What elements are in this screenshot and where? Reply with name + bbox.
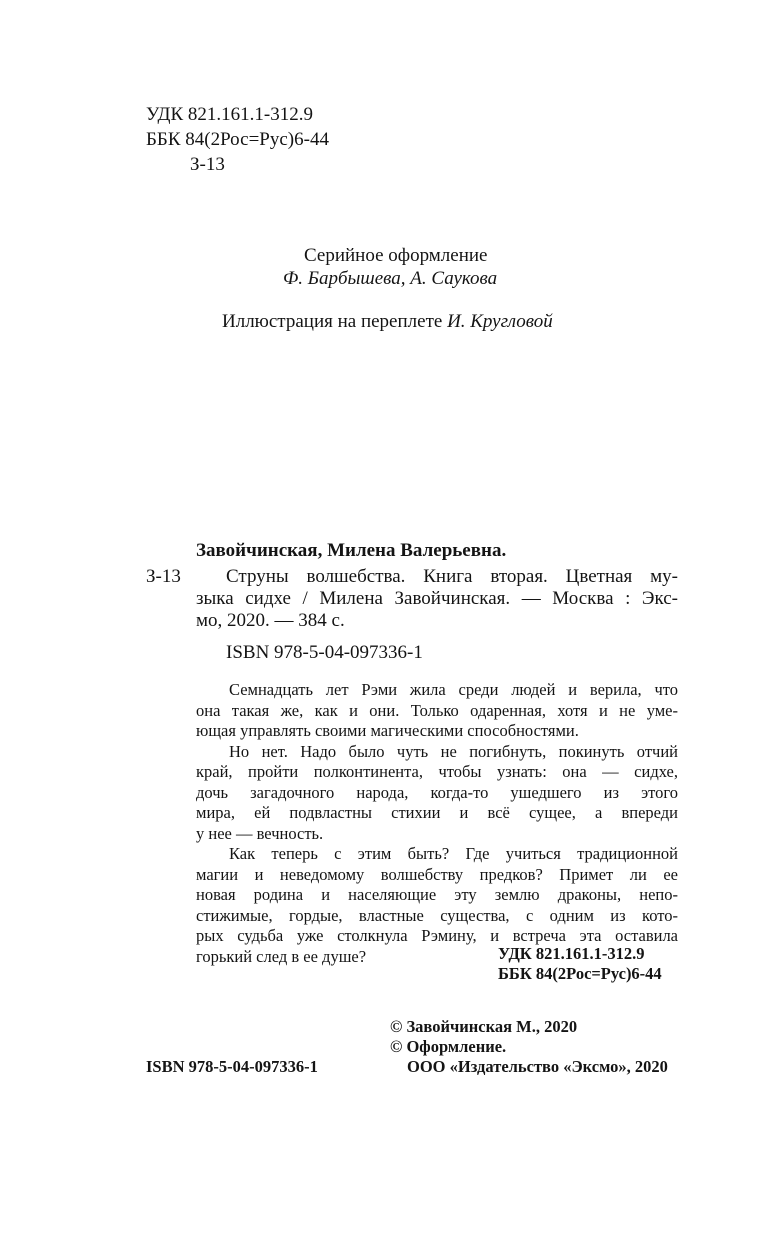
- annotation-line: новая родина и населяющие эту землю драконы, непо-: [196, 885, 678, 904]
- series-design-label: Серийное оформление: [304, 245, 488, 266]
- annotation-line: рых судьба уже столкнула Рэмину, и встреча эта оставила: [196, 926, 678, 945]
- annotation-line: она такая же, как и они. Только одаренная, хотя и не уме-: [196, 700, 678, 720]
- annotation-line: мира, ей подвластны стихии и всё сущее, а впереди: [196, 803, 678, 822]
- bbk-code: ББК 84(2Рос=Рус)6-44: [146, 129, 329, 150]
- annotation-line: Но нет. Надо было чуть не погибнуть, покинуть отчий: [229, 741, 678, 761]
- illustration-credit: [222, 311, 553, 333]
- bib-line: Струны волшебства. Книга вторая. Цветная му-: [226, 566, 678, 587]
- copyright-publisher: ООО «Издательство «Эксмо», 2020: [407, 1057, 668, 1076]
- annotation-line: дочь загадочного народа, когда-то ушедшего из этого: [196, 782, 678, 802]
- annotation: [196, 680, 678, 967]
- annotation-line: стижимые, гордые, властные существа, с одним из кото-: [196, 905, 678, 925]
- bib-isbn: ISBN 978-5-04-097336-1: [226, 642, 423, 663]
- annotation-line: магии и неведомому волшебству предков? Примет ли ее: [196, 864, 678, 884]
- author-mark: З-13: [190, 154, 225, 175]
- bib-line: зыка сидхе / Милена Завойчинская. — Москва : Экс-: [196, 588, 678, 609]
- bib-line: мо, 2020. — 384 с.: [196, 610, 345, 631]
- isbn-bottom: ISBN 978-5-04-097336-1: [146, 1057, 318, 1076]
- annotation-line: горький след в ее душе?: [196, 946, 367, 966]
- annotation-line: край, пройти полконтинента, чтобы узнать: она — сидхе,: [196, 762, 678, 781]
- bib-mark: З-13: [146, 566, 181, 587]
- copyright-author: © Завойчинская М., 2020: [390, 1017, 578, 1036]
- annotation-paragraph-2: [196, 742, 678, 845]
- illustration-label: Иллюстрация на переплете: [222, 311, 443, 332]
- bib-author: Завойчинская, Милена Валерьевна.: [196, 540, 507, 561]
- bbk-code-bottom: ББК 84(2Рос=Рус)6-44: [498, 964, 662, 983]
- annotation-line: Как теперь с этим быть? Где учиться традиционной: [229, 844, 678, 863]
- series-design-names: Ф. Барбышева, А. Саукова: [283, 268, 498, 289]
- annotation-line: у нее — вечность.: [196, 823, 324, 843]
- udk-code: УДК 821.161.1-312.9: [146, 104, 313, 125]
- bib-description: [196, 566, 678, 632]
- annotation-paragraph-1: [196, 680, 678, 742]
- udk-code-bottom: УДК 821.161.1-312.9: [498, 944, 645, 963]
- annotation-line: ющая управлять своими магическими способностями.: [196, 721, 579, 740]
- annotation-line: Семнадцать лет Рэми жила среди людей и верила, что: [229, 680, 678, 699]
- copyright-design: © Оформление.: [390, 1037, 507, 1056]
- illustration-name: И. Кругловой: [447, 311, 553, 332]
